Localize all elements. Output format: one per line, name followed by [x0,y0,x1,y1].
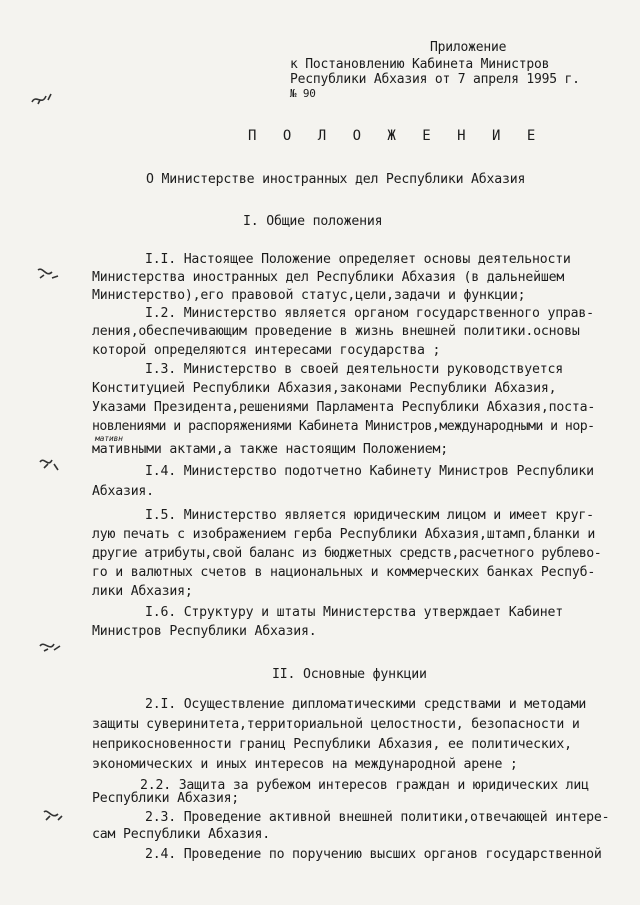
paragraph-line: 2.I. Осуществление дипломатическими средствами и методами [145,697,587,712]
margin-mark-icon [28,88,56,110]
paragraph-line: лики Абхазия; [92,584,193,599]
section-heading: I. Общие положения [243,214,383,229]
margin-mark-icon [36,636,64,658]
paragraph-line: экономических и иных интересов на международной арене ; [92,757,518,772]
paragraph-line: сам Республики Абхазия. [92,827,271,842]
document-subtitle: О Министерстве иностранных дел Республики Абхазия [146,172,526,187]
paragraph-line: I.5. Министерство является юридическим лицом и имеет круг- [145,508,594,523]
margin-mark-icon [40,804,68,826]
appendix-decree: к Постановлению Кабинета Министров [290,57,550,72]
paragraph-line: Министерство),его правовой статус,цели,задачи и функции; [92,288,526,303]
paragraph-line: I.4. Министерство подотчетно Кабинету Министров Республики [145,464,594,479]
paragraph-line: неприкосновенности границ Республики Абхазия, ее политических, [92,737,572,752]
paragraph-line: которой определяются интересами государства ; [92,343,441,358]
paragraph-line: 2.2. Защита за рубежом интересов граждан и юридических лиц [140,778,589,793]
paragraph-line: I.2. Министерство является органом государственного управ- [145,306,594,321]
paragraph-line: 2.3. Проведение активной внешней политики,отвечающей интере- [145,810,610,825]
appendix-label: Приложение [430,40,507,55]
paragraph-line: лую печать с изображением герба Республики Абхазия,штамп,бланки и [92,527,596,542]
paragraph-line: 2.4. Проведение по поручению высших органов государственной [145,847,602,862]
paragraph-line: мативными актами,а также настоящим Положением; [92,442,449,457]
document-title: П О Л О Ж Е Н И Е [248,128,545,144]
paragraph-line: Республики Абхазия; [92,791,240,806]
appendix-number: № 90 [290,87,316,100]
handwritten-note: мативн [95,434,123,443]
paragraph-line: защиты суверинитета,территориальной целостности, безопасности и [92,717,580,732]
paragraph-line: Абхазия. [92,484,154,499]
appendix-republic-date: Республики Абхазия от 7 апреля 1995 г. [290,72,580,87]
paragraph-line: Министерства иностранных дел Республики Абхазия (в дальнейшем [92,270,565,285]
paragraph-line: ления,обеспечивающим проведение в жизнь внешней политики.основы [92,324,580,339]
paragraph-line: I.I. Настоящее Положение определяет основы деятельности [145,252,571,267]
paragraph-line: I.6. Структуру и штаты Министерства утверждает Кабинет [145,605,563,620]
paragraph-line: I.3. Министерство в своей деятельности руководствуется [145,362,563,377]
paragraph-line: Конституцией Республики Абхазия,законами Республики Абхазия, [92,381,557,396]
margin-mark-icon [36,452,64,474]
margin-mark-icon [34,262,62,284]
paragraph-line: другие атрибуты,свой баланс из бюджетных средств,расчетного рублево- [92,546,602,561]
paragraph-line: го и валютных счетов в национальных и коммерческих банках Респуб- [92,565,596,580]
section-heading: II. Основные функции [272,667,427,682]
paragraph-line: Министров Республики Абхазия. [92,624,317,639]
paragraph-line: Указами Президента,решениями Парламента Республики Абхазия,поста- [92,400,596,415]
paragraph-line: новлениями и распоряжениями Кабинета Министров,международными и нор- [92,419,595,434]
